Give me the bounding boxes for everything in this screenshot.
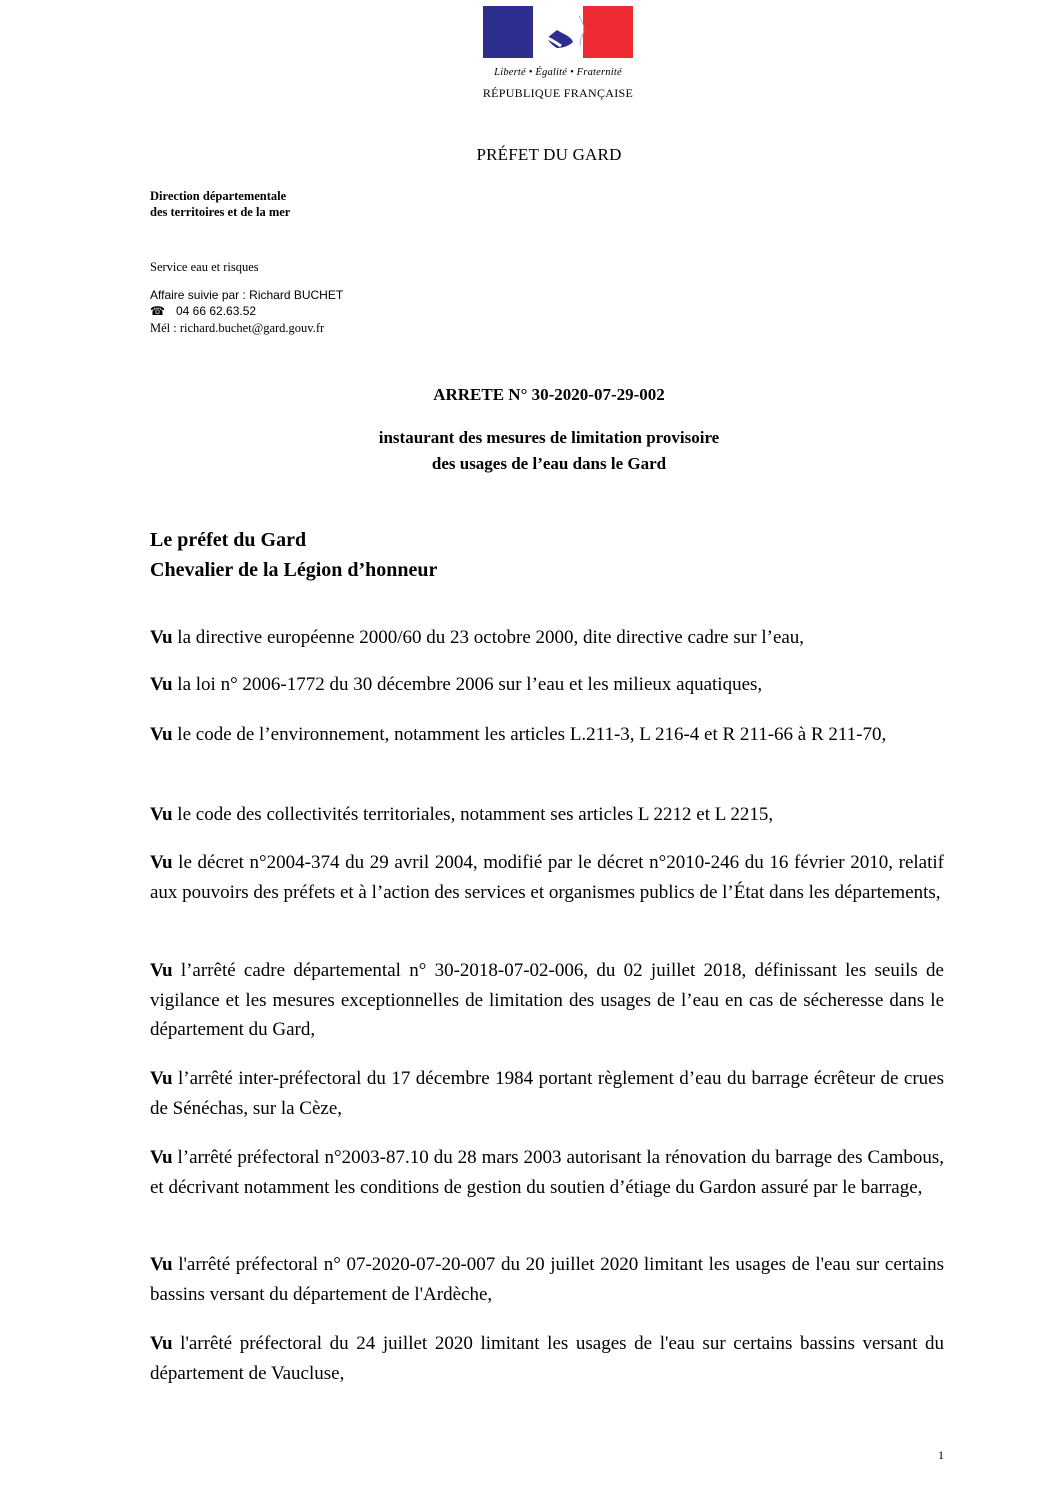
consideration-paragraph [150,1250,944,1309]
phone-line [150,303,256,319]
consideration-text: l’arrêté inter-préfectoral du 17 décembre 1984 portant règlement d’eau du barrage écrêteur de crues de Sénéchas, sur la Cèze, [150,1068,944,1119]
consideration-text: l'arrêté préfectoral n° 07-2020-07-20-007 du 20 juillet 2020 limitant les usages de l'eau sur certains bassins versant du département de l'Ardèche, [150,1254,944,1305]
republic-motto: Liberté • Égalité • Fraternité [494,67,622,78]
consideration-text: le code des collectivités territoriales, notamment ses articles L 2212 et L 2215, [172,804,774,825]
consideration-paragraph [150,1329,944,1388]
consideration-paragraph [150,623,944,653]
direction-line-2: des territoires et de la mer [150,205,291,219]
marianne-logo [483,6,633,98]
consideration-paragraph [150,848,944,907]
signatory-title: Le préfet du Gard [150,529,307,551]
phone-number: 04 66 62.63.52 [176,304,257,318]
consideration-lead: Vu [150,1333,173,1354]
consideration-lead: Vu [150,960,173,981]
direction-line-1: Direction départementale [150,189,287,203]
consideration-text: l’arrêté cadre départemental n° 30-2018-07-02-006, du 02 juillet 2018, définissant les seuils de vigilance et les mesures exceptionnelles de limitation des usages de l’eau en cas de sécheresse dans le département du Gard, [150,960,944,1040]
marianne-profile-icon [483,6,633,58]
consideration-text: la loi n° 2006-1772 du 30 décembre 2006 sur l’eau et les milieux aquatiques, [172,674,763,695]
consideration-text: l'arrêté préfectoral du 24 juillet 2020 limitant les usages de l'eau sur certains bassins versant du département de Vaucluse, [150,1333,944,1384]
page-number: 1 [938,1448,944,1462]
consideration-lead: Vu [150,674,173,695]
prefecture-heading: PRÉFET DU GARD [476,145,622,164]
consideration-paragraph [150,800,944,830]
signatory-honor: Chevalier de la Légion d’honneur [150,559,438,581]
consideration-text: le code de l’environnement, notamment les articles L.211-3, L 216-4 et R 211-66 à R 211-70, [172,724,887,745]
consideration-lead: Vu [150,852,173,873]
consideration-lead: Vu [150,724,173,745]
consideration-text: la directive européenne 2000/60 du 23 octobre 2000, dite directive cadre sur l’eau, [172,627,805,648]
consideration-text: l’arrêté préfectoral n°2003-87.10 du 28 mars 2003 autorisant la rénovation du barrage des Cambous, et décrivant notamment les conditions de gestion du soutien d’étiage du Gardon assuré par le barrage, [150,1147,944,1198]
consideration-lead: Vu [150,804,173,825]
arrete-subject-line-2: des usages de l’eau dans le Gard [431,454,667,473]
arrete-subject-line-1: instaurant des mesures de limitation provisoire [378,428,720,447]
consideration-lead: Vu [150,627,173,648]
consideration-lead: Vu [150,1068,173,1089]
arrete-number: ARRETE N° 30-2020-07-29-002 [433,385,665,404]
email-line: Mél : richard.buchet@gard.gouv.fr [150,321,325,335]
consideration-text: le décret n°2004-374 du 29 avril 2004, modifié par le décret n°2010-246 du 16 février 2010, relatif aux pouvoirs des préfets et à l’action des services et organismes publics de l’État dans les départements, [150,852,944,903]
consideration-paragraph [150,1143,944,1202]
service-name: Service eau et risques [150,260,259,274]
consideration-paragraph [150,1064,944,1123]
consideration-paragraph [150,670,944,700]
case-handler: Affaire suivie par : Richard BUCHET [150,288,344,302]
consideration-lead: Vu [150,1147,173,1168]
consideration-paragraph [150,720,944,750]
phone-icon: ☎ [150,304,165,318]
consideration-lead: Vu [150,1254,173,1275]
republic-name: RÉPUBLIQUE FRANÇAISE [482,86,634,100]
consideration-paragraph [150,956,944,1045]
